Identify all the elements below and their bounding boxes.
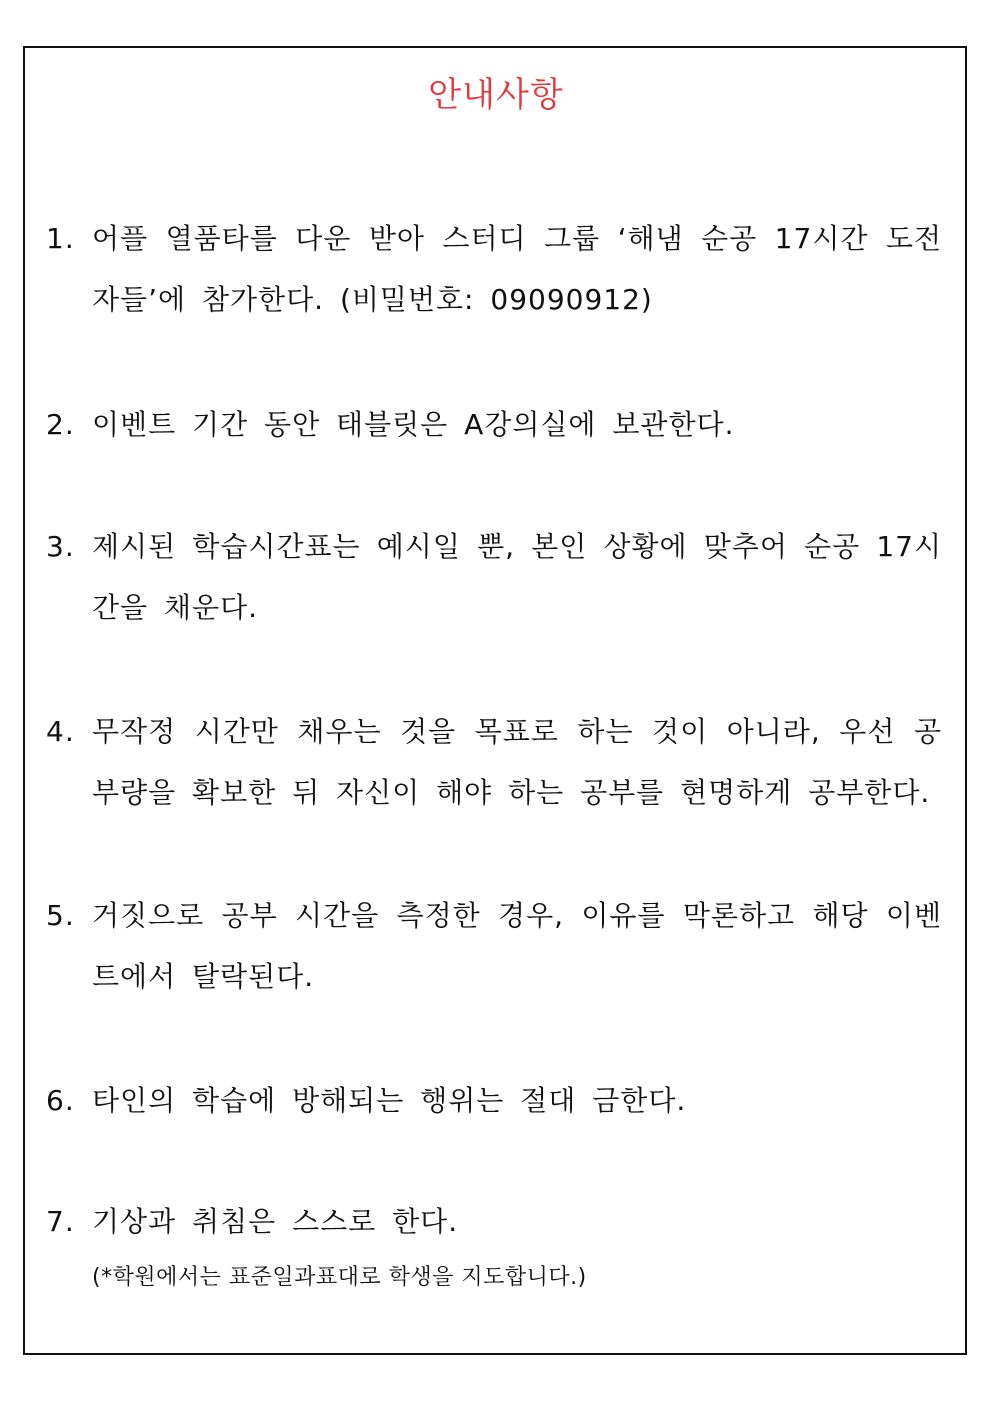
notice-item-number: 7. [46,1205,75,1238]
notice-item-number: 2. [46,408,75,441]
notice-item-number: 4. [46,715,75,748]
notice-item-text: 이벤트 기간 동안 태블릿은 A강의실에 보관한다. [92,408,735,441]
footnote: (*학원에서는 표준일과표대로 학생을 지도합니다.) [92,1265,587,1290]
notice-item-number: 3. [46,530,75,563]
notice-item-1 [46,208,942,330]
notice-item-6 [46,1070,942,1131]
notice-item-4 [46,701,942,823]
notice-item-text: 거짓으로 공부 시간을 측정한 경우, 이유를 막론하고 해당 이벤트에서 탈락된다. [92,899,942,993]
notice-item-number: 1. [46,222,75,255]
page-title: 안내사항 [428,75,564,115]
notice-item-text: 제시된 학습시간표는 예시일 뿐, 본인 상황에 맞추어 순공 17시간을 채운다. [92,530,942,624]
notice-item-number: 6. [46,1084,75,1117]
notice-item-text: 타인의 학습에 방해되는 행위는 절대 금한다. [92,1084,687,1117]
notice-item-text: 어플 열품타를 다운 받아 스터디 그룹 ‘해냄 순공 17시간 도전자들’에 참가한다. (비밀번호: 09090912) [92,222,942,316]
notice-item-text: 기상과 취침은 스스로 한다. [92,1205,459,1238]
notice-item-5 [46,885,942,1007]
notice-item-number: 5. [46,899,75,932]
notice-item-text: 무작정 시간만 채우는 것을 목표로 하는 것이 아니라, 우선 공부량을 확보한 뒤 자신이 해야 하는 공부를 현명하게 공부한다. [92,715,942,809]
notice-item-2 [46,394,942,455]
notice-item-7 [46,1191,942,1252]
notice-item-3 [46,516,942,638]
